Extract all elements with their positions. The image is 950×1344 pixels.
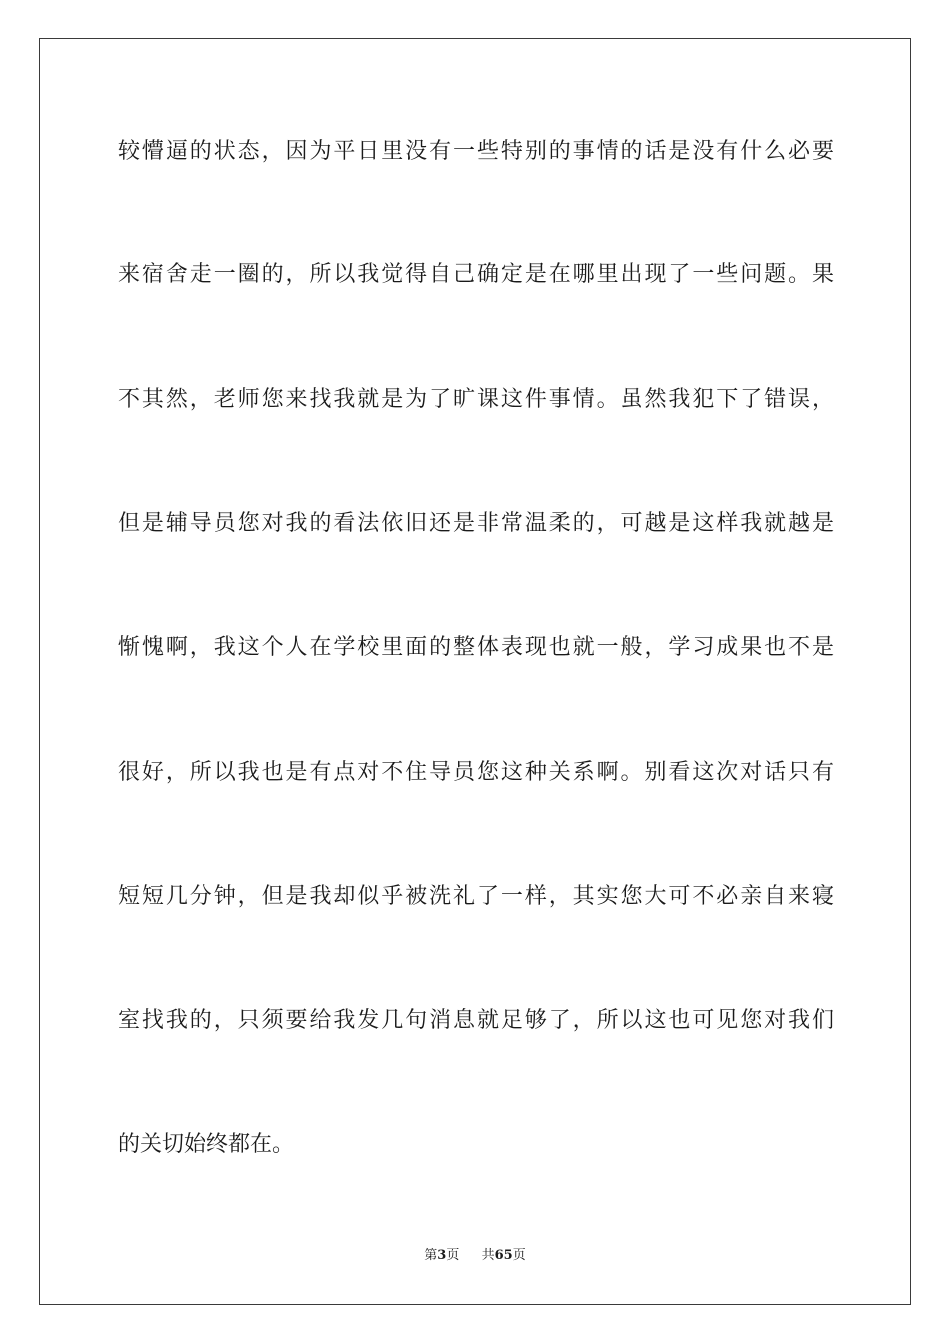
page-footer [40, 1247, 910, 1265]
document-page [39, 38, 911, 1305]
total-prefix: 共 [481, 1248, 495, 1263]
page-number: 3 [437, 1248, 447, 1263]
text-line: 室找我的，只须要给我发几句消息就足够了，所以这也可见您对我们 [118, 1008, 834, 1033]
text-line: 不其然，老师您来找我就是为了旷课这件事情。虽然我犯下了错误， [118, 387, 834, 412]
page-label [424, 1248, 463, 1263]
page-suffix: 页 [446, 1248, 460, 1263]
text-line: 惭愧啊，我这个人在学校里面的整体表现也就一般，学习成果也不是 [118, 635, 834, 660]
text-line: 短短几分钟，但是我却似乎被洗礼了一样，其实您大可不必亲自来寝 [118, 884, 834, 909]
text-line: 很好，所以我也是有点对不住导员您这种关系啊。别看这次对话只有 [118, 760, 834, 785]
text-line: 较懵逼的状态，因为平日里没有一些特别的事情的话是没有什么必要 [118, 139, 834, 164]
page-prefix: 第 [424, 1248, 438, 1263]
text-line: 的关切始终都在。 [118, 1132, 295, 1157]
text-line: 来宿舍走一圈的，所以我觉得自己确定是在哪里出现了一些问题。果 [118, 262, 834, 287]
text-line: 但是辅导员您对我的看法依旧还是非常温柔的，可越是这样我就越是 [118, 511, 834, 536]
total-suffix: 页 [512, 1248, 526, 1263]
total-pages-number: 65 [494, 1248, 513, 1263]
total-pages-label [482, 1248, 526, 1263]
